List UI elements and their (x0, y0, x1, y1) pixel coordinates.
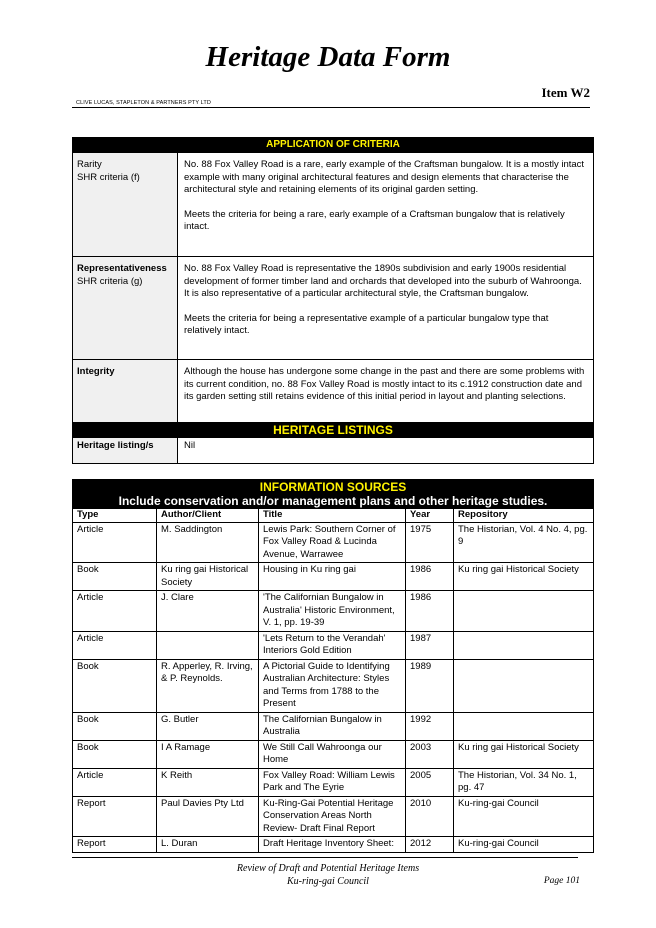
column-header-author: Author/Client (157, 509, 259, 523)
table-row (73, 591, 594, 632)
cell-title: Ku-Ring-Gai Potential Heritage Conservation Areas North Review- Draft Final Report (259, 796, 406, 837)
listings-banner-label: HERITAGE LISTINGS (273, 423, 393, 437)
cell-repository (454, 591, 594, 632)
sources-banner (73, 480, 594, 509)
sources-banner-subtitle: Include conservation and/or management plans and other heritage studies. (118, 494, 548, 508)
cell-year: 1986 (406, 563, 454, 591)
footer-divider (72, 857, 578, 858)
criteria-label-bold: Representativeness (77, 263, 167, 274)
criteria-label-line: Rarity (77, 159, 102, 170)
cell-year: 1987 (406, 631, 454, 659)
cell-title: 'The Californian Bungalow in Australia' Historic Environment, V. 1, pp. 19-39 (259, 591, 406, 632)
cell-repository: Ku ring gai Historical Society (454, 563, 594, 591)
cell-year: 2005 (406, 768, 454, 796)
cell-author: K Reith (157, 768, 259, 796)
criteria-label (73, 360, 178, 424)
criteria-paragraph: Meets the criteria for being a representative example of a particular bungalow type that relatively intact. (184, 312, 549, 336)
column-header-type: Type (73, 509, 157, 523)
cell-title: The Californian Bungalow in Australia (259, 712, 406, 740)
footer-council: Ku-ring-gai Council (287, 876, 369, 887)
criteria-text (178, 360, 594, 424)
criteria-label-line: SHR criteria (g) (77, 275, 143, 287)
cell-type: Report (73, 837, 157, 853)
criteria-banner-label: APPLICATION OF CRITERIA (266, 139, 400, 150)
cell-type: Article (73, 522, 157, 563)
criteria-table (72, 137, 594, 424)
cell-type: Book (73, 563, 157, 591)
cell-type: Book (73, 659, 157, 712)
cell-repository: Ku-ring-gai Council (454, 837, 594, 853)
header-divider (72, 107, 590, 108)
cell-author: I A Ramage (157, 740, 259, 768)
listings-table (72, 422, 594, 464)
cell-author: R. Apperley, R. Irving, & P. Reynolds. (157, 659, 259, 712)
cell-author: J. Clare (157, 591, 259, 632)
criteria-row (73, 257, 594, 360)
cell-title: Fox Valley Road: William Lewis Park and The Eyrie (259, 768, 406, 796)
criteria-row (73, 153, 594, 257)
cell-year: 1992 (406, 712, 454, 740)
criteria-paragraph: Meets the criteria for being a rare, early example of a Craftsman bungalow that is relatively intact. (184, 208, 565, 232)
criteria-text (178, 153, 594, 257)
cell-type: Report (73, 796, 157, 837)
cell-title: 'Lets Return to the Verandah' Interiors Gold Edition (259, 631, 406, 659)
listing-value: Nil (178, 438, 594, 464)
criteria-paragraph: No. 88 Fox Valley Road is representative the 1890s subdivision and early 1900s residential development of former timber land and orchards that developed into the suburb of Wahroonga. It is also representative of a particular architectural style, the Craftsman bungalow. (184, 263, 582, 299)
cell-year: 1989 (406, 659, 454, 712)
cell-author: L. Duran (157, 837, 259, 853)
sources-banner-title: INFORMATION SOURCES (259, 480, 407, 494)
company-name: CLIVE LUCAS, STAPLETON & PARTNERS PTY LTD (76, 100, 211, 106)
cell-title: Draft Heritage Inventory Sheet: (259, 837, 406, 853)
criteria-paragraph: Although the house has undergone some change in the past and there are some problems with its current condition, no. 88 Fox Valley Road is mostly intact to its c.1912 construction date and its garden setting still retains evidence of this initial period in layout and planting selections. (184, 366, 585, 402)
table-row (73, 796, 594, 837)
cell-title: We Still Call Wahroonga our Home (259, 740, 406, 768)
table-row (73, 768, 594, 796)
cell-author: G. Butler (157, 712, 259, 740)
cell-author: M. Saddington (157, 522, 259, 563)
cell-repository: The Historian, Vol. 34 No. 1, pg. 47 (454, 768, 594, 796)
sources-header-row (73, 509, 594, 523)
table-row (73, 837, 594, 853)
column-header-repository: Repository (454, 509, 594, 523)
criteria-label-line: SHR criteria (f) (77, 171, 140, 183)
cell-repository: The Historian, Vol. 4 No. 4, pg. 9 (454, 522, 594, 563)
cell-type: Article (73, 591, 157, 632)
cell-type: Article (73, 768, 157, 796)
cell-repository (454, 712, 594, 740)
table-row (73, 631, 594, 659)
column-header-title: Title (259, 509, 406, 523)
cell-title: Lewis Park: Southern Corner of Fox Valley Road & Lucinda Avenue, Warrawee (259, 522, 406, 563)
cell-type: Book (73, 740, 157, 768)
listing-label: Heritage listing/s (73, 438, 178, 464)
sources-table (72, 479, 594, 853)
criteria-text (178, 257, 594, 360)
criteria-paragraph: No. 88 Fox Valley Road is a rare, early example of the Craftsman bungalow. It is a mostly intact example with many original architectural features and design elements that characterise the architectural style and retaining elements of its original garden setting. (184, 159, 585, 195)
page-title: Heritage Data Form (205, 41, 451, 73)
footer-page-number: Page 101 (543, 876, 580, 886)
table-row (73, 712, 594, 740)
footer-report-title: Review of Draft and Potential Heritage Items (236, 863, 420, 874)
cell-author: Paul Davies Pty Ltd (157, 796, 259, 837)
cell-year: 1986 (406, 591, 454, 632)
criteria-label (73, 153, 178, 257)
table-row (73, 563, 594, 591)
cell-year: 2010 (406, 796, 454, 837)
listings-banner (73, 423, 594, 438)
cell-repository (454, 659, 594, 712)
cell-author: Ku ring gai Historical Society (157, 563, 259, 591)
cell-author (157, 631, 259, 659)
table-row (73, 522, 594, 563)
item-id: Item W2 (541, 85, 590, 100)
cell-repository (454, 631, 594, 659)
criteria-row (73, 360, 594, 424)
cell-repository: Ku-ring-gai Council (454, 796, 594, 837)
criteria-label-bold: Integrity (77, 366, 115, 377)
column-header-year: Year (406, 509, 454, 523)
cell-repository: Ku ring gai Historical Society (454, 740, 594, 768)
criteria-label (73, 257, 178, 360)
cell-year: 2012 (406, 837, 454, 853)
cell-type: Article (73, 631, 157, 659)
cell-year: 1975 (406, 522, 454, 563)
cell-title: A Pictorial Guide to Identifying Australian Architecture: Styles and Terms from 1788 to the Present (259, 659, 406, 712)
cell-type: Book (73, 712, 157, 740)
table-row (73, 740, 594, 768)
cell-year: 2003 (406, 740, 454, 768)
table-row (73, 659, 594, 712)
criteria-banner (73, 138, 594, 153)
cell-title: Housing in Ku ring gai (259, 563, 406, 591)
